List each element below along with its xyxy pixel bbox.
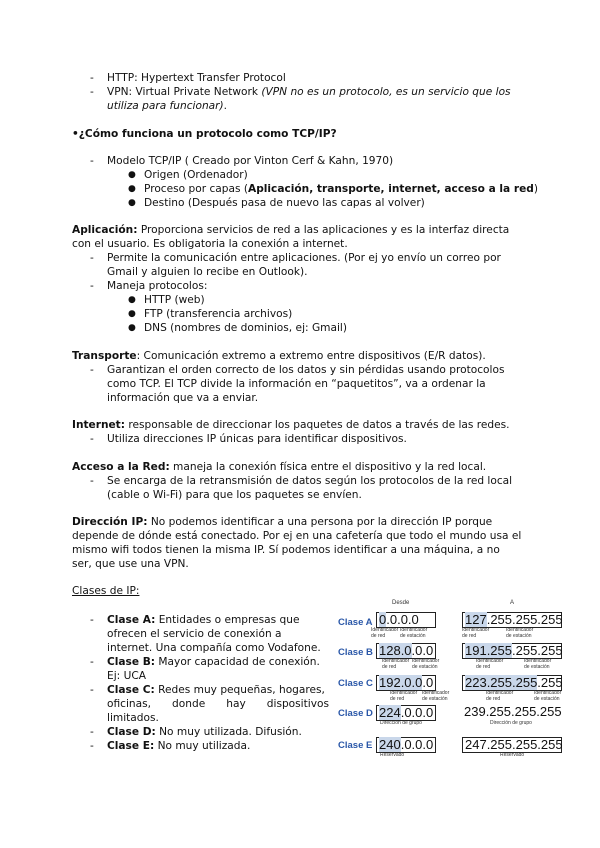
clase-d-title: Clase D:: [107, 726, 156, 738]
clase-c-line3: limitados.: [107, 712, 159, 724]
internet-title: Internet:: [72, 419, 125, 431]
direccion-para: [72, 516, 527, 530]
class-c-to-host: .255: [537, 675, 563, 690]
dot-bullet: ●: [128, 295, 136, 305]
direccion-line1: No podemos identificar a una persona por la dirección IP porque: [147, 516, 493, 528]
clase-d-line1: No muy utilizada. Difusión.: [155, 726, 302, 738]
class-b-from-net: 128.0: [379, 643, 412, 658]
dash-bullet: -: [90, 684, 94, 696]
acceso-b1-line2: (cable o Wi-Fi) para que los paquetes se envíen.: [107, 489, 362, 501]
class-a-from-net-id: Identificador de red: [371, 627, 399, 639]
class-b-to-host-id: Identificador de estación: [524, 658, 552, 670]
class-d-from-host: .0.0.0: [400, 705, 434, 720]
class-a-from-host: .0.0.0: [386, 612, 419, 627]
vpn-note: (VPN no es un protocolo, es un servicio que los: [261, 86, 511, 98]
class-b-from-net-id: Identificador de red: [382, 658, 410, 670]
class-c-to-net-id: Identificador de red: [486, 690, 514, 702]
class-b-label: Clase B: [338, 647, 373, 658]
class-c-from-host-id: Identificador de estación: [422, 690, 450, 702]
process-layers: Aplicación, transporte, internet, acceso a la red: [248, 183, 534, 195]
acceso-para: [72, 461, 486, 475]
direccion-line4: ser, que use una VPN.: [72, 558, 189, 570]
acceso-line1: maneja la conexión física entre el dispositivo y la red local.: [169, 461, 487, 473]
class-d-label: Clase D: [338, 708, 373, 719]
acceso-title: Acceso a la Red:: [72, 461, 170, 473]
clase-b-title: Clase B:: [107, 656, 156, 668]
protocol-ftp: FTP (transferencia archivos): [144, 308, 293, 320]
direccion-title: Dirección IP:: [72, 516, 148, 528]
class-a-label: Clase A: [338, 617, 373, 628]
class-e-from-host: .0.0.0: [400, 737, 434, 752]
col-from-header: Desde: [392, 600, 410, 606]
clase-a-line1: Entidades o empresas que: [155, 614, 300, 626]
clase-e-text: [107, 740, 250, 754]
dot-bullet: ●: [128, 170, 136, 180]
dot-bullet: ●: [128, 323, 136, 333]
clase-c-text: [107, 684, 325, 698]
class-a-to: [462, 612, 562, 628]
class-e-from-reserved: Reservado: [380, 752, 405, 758]
process-pre: Proceso por capas (: [144, 183, 248, 195]
class-d-from-net: 224: [379, 705, 401, 720]
class-b-to: [462, 643, 562, 659]
class-e-to: [462, 737, 562, 753]
aplicacion-title: Aplicación:: [72, 224, 138, 236]
tcp-origin: Origen (Ordenador): [144, 169, 248, 181]
class-d-to-group-id: Dirección de grupo: [490, 720, 532, 726]
transporte-line1: : Comunicación extremo a extremo entre dispositivos (E/R datos).: [136, 350, 486, 362]
protocol-dns: DNS (nombres de dominios, ej: Gmail): [144, 322, 347, 334]
class-c-from: [376, 675, 436, 691]
class-c-to-host-id: Identificador de estación: [534, 690, 562, 702]
class-b-to-net-id: Identificador de red: [476, 658, 504, 670]
dash-bullet: -: [90, 726, 94, 738]
class-e-from: [376, 737, 436, 753]
tcp-model: Modelo TCP/IP ( Creado por Vinton Cerf & Kahn, 1970): [107, 155, 394, 167]
dash-bullet: -: [90, 740, 94, 752]
direccion-line2: depende de dónde está conectado. Por ej en una cafetería que todo el mundo usa el: [72, 530, 522, 542]
clase-a-line3: internet. Una compañía como Vodafone.: [107, 642, 321, 654]
aplicacion-para: [72, 224, 527, 238]
clase-e-title: Clase E:: [107, 740, 155, 752]
process-post: ): [533, 183, 539, 195]
tcp-heading: •¿Cómo funciona un protocolo como TCP/IP?: [72, 128, 337, 140]
clase-b-line2: Ej: UCA: [107, 670, 146, 682]
dash-bullet: -: [90, 364, 94, 376]
class-b-from: [376, 643, 436, 659]
class-c-to-net: 223.255.255: [465, 675, 538, 690]
class-c-from-host: .0: [422, 675, 434, 690]
transporte-b1-line3: información que va a enviar.: [107, 392, 259, 404]
class-c-to: [462, 675, 562, 691]
clase-b-line1: Mayor capacidad de conexión.: [155, 656, 320, 668]
col-to-header: A: [510, 600, 515, 606]
vpn-end: .: [223, 100, 228, 112]
dash-bullet: -: [90, 72, 94, 84]
dash-bullet: -: [90, 614, 94, 626]
acceso-b1: Se encarga de la retransmisión de datos según los protocolos de la red local: [107, 475, 513, 487]
clase-e-line1: No muy utilizada.: [154, 740, 251, 752]
transporte-para: [72, 350, 486, 364]
http-item: HTTP: Hypertext Transfer Protocol: [107, 72, 286, 84]
aplicacion-line1: Proporciona servicios de red a las aplicaciones y es la interfaz directa: [137, 224, 510, 236]
clase-d-text: [107, 726, 302, 740]
aplicacion-b2: Maneja protocolos:: [107, 280, 208, 292]
vpn-item: [107, 86, 527, 100]
class-a-from-host-id: Identificador de estación: [400, 627, 428, 639]
dash-bullet: -: [90, 656, 94, 668]
clase-b-text: [107, 656, 320, 670]
clases-heading: Clases de IP:: [72, 585, 140, 597]
transporte-b1-line2: como TCP. El TCP divide la información en “paquetitos”, va a ordenar la: [107, 378, 486, 390]
aplicacion-b1-line2: Gmail y alguien lo recibe en Outlook).: [107, 266, 308, 278]
clase-a-text: [107, 614, 329, 628]
dot-bullet: ●: [128, 198, 136, 208]
class-e-label: Clase E: [338, 740, 373, 751]
dash-bullet: -: [90, 433, 94, 445]
vpn-note-2: utiliza para funcionar): [107, 100, 224, 112]
dash-bullet: -: [90, 155, 94, 167]
internet-b1: Utiliza direcciones IP únicas para identificar dispositivos.: [107, 433, 407, 445]
aplicacion-b1: Permite la comunicación entre aplicaciones. (Por ej yo envío un correo por: [107, 252, 501, 264]
direccion-line3: mismo wifi todos tienen la misma IP. Sí podemos identificar a una máquina, a no: [72, 544, 500, 556]
class-c-label: Clase C: [338, 678, 373, 689]
dash-bullet: -: [90, 280, 94, 292]
tcp-process: [144, 183, 538, 197]
class-a-from: [376, 612, 436, 628]
aplicacion-line2: con el usuario. Es obligatoria la conexión a internet.: [72, 238, 348, 250]
class-b-to-host: .255.255: [512, 643, 563, 658]
class-e-to-reserved: Reservado: [500, 752, 525, 758]
class-d-to: 239.255.255.255: [464, 704, 562, 719]
class-b-to-net: 191.255: [465, 643, 512, 658]
clase-a-line2: ofrecen el servicio de conexión a: [107, 628, 282, 640]
class-e-from-net: 240: [379, 737, 401, 752]
internet-line1: responsable de direccionar los paquetes de datos a través de las redes.: [124, 419, 510, 431]
transporte-title: Transporte: [72, 350, 137, 362]
class-a-to-net: 127: [465, 612, 487, 627]
protocol-http: HTTP (web): [144, 294, 205, 306]
class-d-from: [376, 705, 436, 721]
class-c-from-net-id: Identificador de red: [390, 690, 418, 702]
clase-c-line1: Redes muy pequeñas, hogares,: [154, 684, 325, 696]
class-e-to-value: 247.255.255.255: [465, 737, 563, 752]
transporte-b1: Garantizan el orden correcto de los datos y sin pérdidas usando protocolos: [107, 364, 505, 376]
class-a-to-net-id: Identificador de red: [462, 627, 490, 639]
dash-bullet: -: [90, 86, 94, 98]
class-d-from-group-id: Dirección de grupo: [380, 720, 422, 726]
vpn-item-line2: [107, 100, 227, 114]
dot-bullet: ●: [128, 184, 136, 194]
dot-bullet: ●: [128, 309, 136, 319]
tcp-destination: Destino (Después pasa de nuevo las capas al volver): [144, 197, 425, 209]
vpn-label: VPN: Virtual Private Network: [107, 86, 262, 98]
clase-c-title: Clase C:: [107, 684, 155, 696]
class-c-from-net: 192.0.0: [379, 675, 423, 690]
class-b-from-host-id: Identificador de estación: [412, 658, 440, 670]
dash-bullet: -: [90, 252, 94, 264]
class-a-to-host: .255.255.255: [486, 612, 563, 627]
class-a-to-host-id: Identificador de estación: [506, 627, 534, 639]
clase-c-line2: oficinas, donde hay dispositivos: [107, 698, 329, 710]
class-a-from-net: 0: [379, 612, 387, 627]
clase-a-title: Clase A:: [107, 614, 156, 626]
internet-para: [72, 419, 510, 433]
class-b-from-host: .0.0: [411, 643, 434, 658]
dash-bullet: -: [90, 475, 94, 487]
